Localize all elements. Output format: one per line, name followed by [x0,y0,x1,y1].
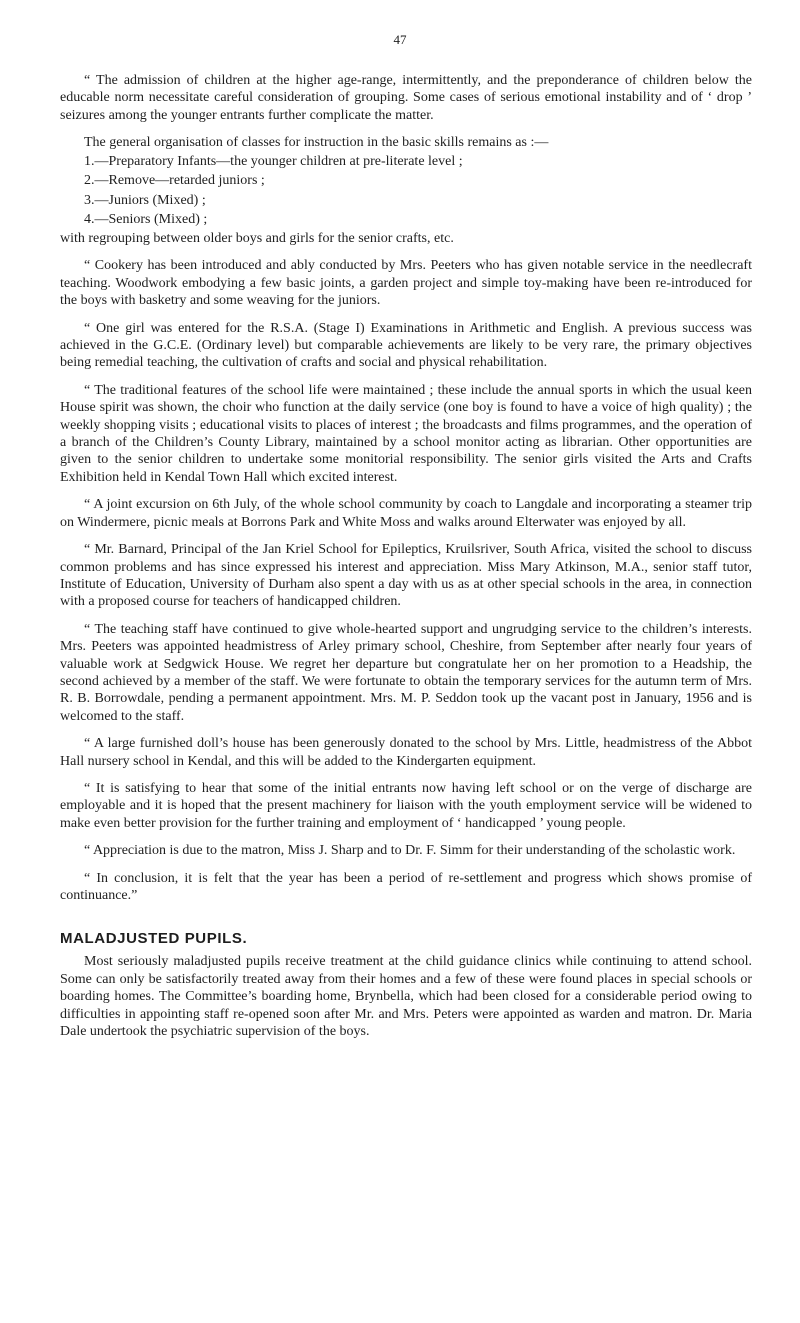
paragraph-teaching-staff: “ The teaching staff have continued to give whole-hearted support and ungrudging service to the children’s interests. Mrs. Peeters was appointed headmistress of Arley primary school, Cheshire, from September after nearly four years of valuable work at Sedgwick House. We regret her departure but congratulate her on her promotion to a Headship, the second achieved by a member of the staff. We were fortunate to obtain the temporary services for the autumn term of Mrs. R. B. Borrowdale, pending a permanent appointment. Mrs. M. P. Seddon took up the vacant post in January, 1956 and is welcomed to the staff. [60,621,752,724]
paragraph-dolls-house: “ A large furnished doll’s house has been generously donated to the school by Mrs. Little, headmistress of the Abbot Hall nursery school in Kendal, and this will be added to the Kindergarten equipment. [60,736,752,769]
paragraph-admission: “ The admission of children at the higher age-range, intermittently, and the preponderance of children below the educable norm necessitate careful consideration of grouping. Some cases of serious emotional instability and of ‘ drop ’ seizures among the younger entrants further complicate the matter. [60,73,752,123]
list-item: 2.—Remove—retarded juniors ; [84,173,265,189]
paragraph-maladjusted: Most seriously maladjusted pupils receive treatment at the child guidance clinics while continuing to attend school. Some can only be satisfactorily treated away from their homes and a few of these were found places in special schools or boarding homes. The Committee’s boarding home, Brynbella, which had been closed for a considerable period owing to difficulties in appointing staff re-opened soon after Mr. and Mrs. Peters were appointed as warden and matron. Dr. Maria Dale undertook the psychiatric supervision of the boys. [60,954,752,1040]
paragraph-excursion: “ A joint excursion on 6th July, of the whole school community by coach to Langdale and incorporating a steamer trip on Windermere, picnic meals at Borrons Park and White Moss and walks around Elterwater was enjoyed by all. [60,497,752,530]
list-item: 1.—Preparatory Infants—the younger children at pre-literate level ; [84,153,463,169]
list-item: 4.—Seniors (Mixed) ; [84,212,208,228]
list-item: 3.—Juniors (Mixed) ; [84,192,206,208]
paragraph-appreciation: “ Appreciation is due to the matron, Miss J. Sharp and to Dr. F. Simm for their understanding of the scholastic work. [84,843,736,859]
paragraph-traditional-features: “ The traditional features of the school life were maintained ; these include the annual sports in which the usual keen House spirit was shown, the choir who function at the daily service (one boy is found to have a voice of high quality) ; the weekly shopping visits ; educational visits to places of interest ; the broadcasts and films programmes, and the operation of a branch of the Children’s County Library, maintained by a school monitor acting as librarian. Other opportunities are given to the senior children to undertake some monitorial responsibility. The senior girls visited the Arts and Crafts Exhibition held in Kendal Town Hall which excited interest. [60,382,752,485]
document-body [60,72,752,1040]
paragraph-visitors: “ Mr. Barnard, Principal of the Jan Kriel School for Epileptics, Kruilsriver, South Africa, visited the school to discuss common problems and has since expressed his interest and appreciation. Miss Mary Atkinson, M.A., senior staff tutor, Institute of Education, University of Durham also spent a day with us as at other special schools in the area, in connection with a proposed course for teachers of handicapped children. [60,542,752,610]
paragraph-employment: “ It is satisfying to hear that some of the initial entrants now having left school or on the verge of discharge are employable and it is hoped that the present machinery for liaison with the youth employment service will be widened to make even better provision for the further training and employment of ‘ handicapped ’ young people. [60,780,752,831]
paragraph-organisation: The general organisation of classes for instruction in the basic skills remains as :— [84,135,549,151]
paragraph-examinations: “ One girl was entered for the R.S.A. (Stage I) Examinations in Arithmetic and English. A previous success was achieved in the G.C.E. (Ordinary level) but comparable achievements are likely to be very rare, the primary objectives being remedial teaching, the cultivation of crafts and social and physical rehabilitation. [60,320,752,371]
paragraph-conclusion: “ In conclusion, it is felt that the year has been a period of re-settlement and progress which shows promise of continuance.” [60,870,752,903]
paragraph-regrouping: with regrouping between older boys and girls for the senior crafts, etc. [60,231,454,246]
page-number: 47 [393,32,407,47]
section-heading: MALADJUSTED PUPILS. [60,930,248,948]
paragraph-cookery: “ Cookery has been introduced and ably conducted by Mrs. Peeters who has given notable service in the needlecraft teaching. Woodwork embodying a few basic joints, a garden project and simple toy-making have been re-introduced for the boys with basketry and some weaving for the juniors. [60,258,752,309]
class-list [60,152,752,230]
